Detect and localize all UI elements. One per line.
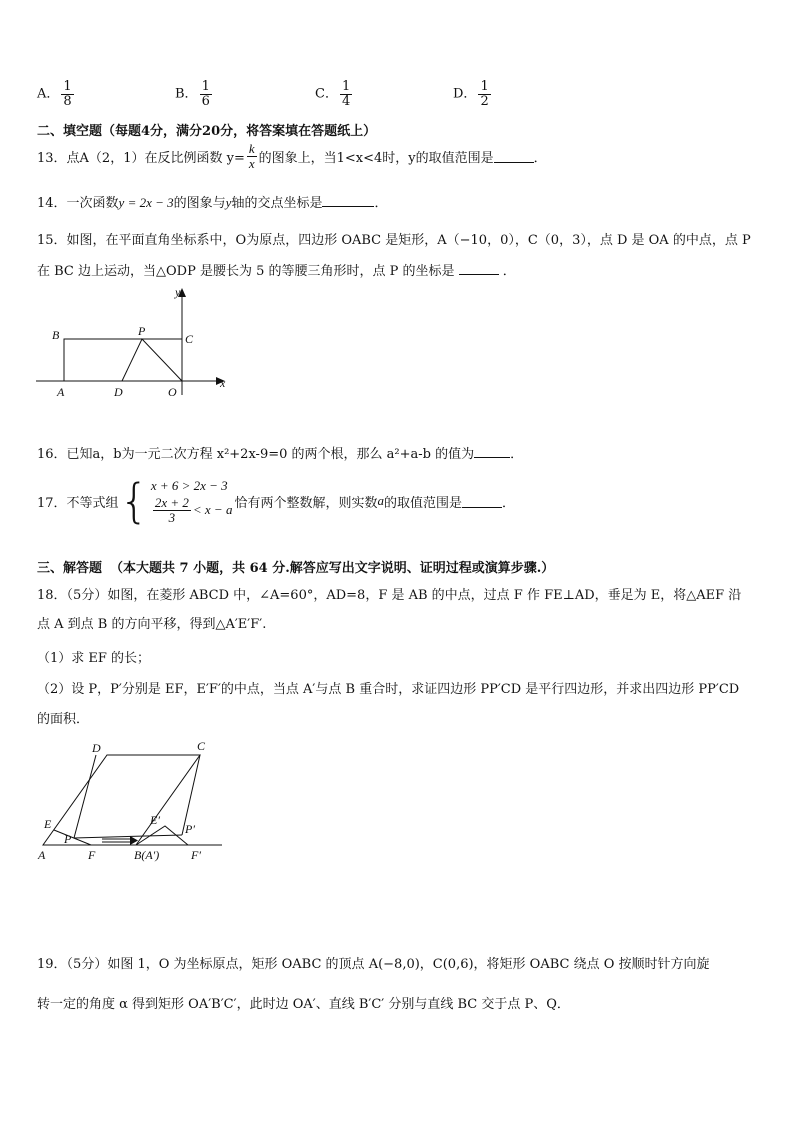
- q16-text: 16．已知a，b为一元二次方程 x²+2x-9=0 的两个根，那么 a²+a-b 的值为: [37, 447, 475, 462]
- answer-blank: [459, 262, 499, 275]
- q15-text: 在 BC 边上运动，当△ODP 是腰长为 5 的等腰三角形时，点 P 的坐标是: [37, 264, 455, 279]
- label-c: C: [197, 739, 206, 753]
- question-15-line1: 15．如图，在平面直角坐标系中，O为原点，四边形 OABC 是矩形，A（−10，0），C（0，3），点 D 是 OA 的中点，点 P: [37, 233, 751, 248]
- choice-letter: D．: [453, 86, 477, 102]
- label-f: F: [88, 848, 96, 862]
- q17-text: 的取值范围是: [383, 495, 462, 511]
- inequality-2-rhs: < x − a: [192, 502, 233, 518]
- label-a: A: [38, 848, 46, 862]
- q13-text: 的图象上，当1<x<4时，y的取值范围是: [258, 150, 494, 166]
- q14-var: y: [225, 195, 232, 210]
- inequality-system: [151, 478, 233, 524]
- answer-blank: [474, 445, 510, 458]
- label-e-prime: E′: [150, 813, 160, 827]
- label-a: A: [57, 385, 65, 399]
- label-b: B: [52, 328, 60, 342]
- label-p: P: [64, 832, 72, 846]
- question-18-sub2b: 的面积．: [37, 712, 90, 727]
- inequality-1: x + 6 > 2x − 3: [150, 478, 228, 493]
- label-f-prime: F′: [191, 848, 201, 862]
- label-d: D: [92, 741, 101, 755]
- fraction: $\frac{k}{x}$: [248, 141, 255, 171]
- q14-expr: y = 2x − 3: [118, 195, 174, 210]
- figure-q18: [30, 735, 230, 870]
- question-14: [37, 192, 387, 211]
- answer-blank: [462, 495, 502, 508]
- q17-end: ．: [501, 495, 515, 511]
- question-19-line2: 转一定的角度 α 得到矩形 OA′B′C′，此时边 OA′、直线 B′C′ 分别与直线 BC 交于点 P、Q．: [37, 997, 570, 1012]
- question-19-line1: 19．（5分）如图 1，O 为坐标原点，矩形 OABC 的顶点 A(−8,0)，C(0,6)，将矩形 OABC 绕点 O 按顺时针方向旋: [37, 957, 710, 972]
- q17-text: 17．不等式组: [37, 495, 119, 511]
- choice-c: [315, 80, 354, 108]
- fraction: $\frac{1}{4}$: [341, 79, 351, 109]
- question-18-line1: 18．（5分）如图，在菱形 ABCD 中，∠A=60°，AD=8，F 是 AB 的中点，过点 F 作 FE⊥AD，垂足为 E，将△AEF 沿: [37, 588, 742, 603]
- answer-blank: [322, 194, 374, 207]
- label-y: y: [175, 285, 181, 299]
- question-18-sub2a: （2）设 P，P′分别是 EF，E′F′的中点，当点 A′与点 B 重合时，求证四边形 PP′CD 是平行四边形，并求出四边形 PP′CD: [37, 682, 740, 697]
- section-heading: 二、填空题（每题4分，满分20分，将答案填在答题纸上）: [37, 124, 377, 139]
- choice-letter: B．: [175, 86, 198, 102]
- section-heading-3: [37, 557, 554, 576]
- choice-d: [453, 80, 493, 108]
- question-13: [37, 142, 547, 170]
- triangle-odp: [122, 339, 182, 381]
- section-note: （本大题共 7 小题，共 64 分.解答应写出文字说明、证明过程或演算步骤.）: [110, 561, 555, 576]
- fraction: $\frac{1}{8}$: [63, 79, 72, 109]
- q13-text: 13．点A（2，1）在反比例函数 y=: [37, 150, 245, 166]
- question-18-sub1: （1）求 EF 的长；: [37, 651, 151, 666]
- q14-end: ．: [374, 196, 388, 211]
- choice-letter: A．: [37, 86, 60, 102]
- label-b-a-prime: B(A′): [134, 848, 160, 862]
- q14-text: 的图象与: [173, 196, 226, 211]
- q17-text: 恰有两个整数解，则实数: [234, 495, 378, 511]
- q13-end: ．: [533, 150, 547, 166]
- fraction: $\frac{1}{6}$: [201, 79, 210, 109]
- rectangle-oabc: [64, 339, 182, 381]
- question-18-line2: 点 A 到点 B 的方向平移，得到△A′E′F′.: [37, 617, 267, 632]
- brace: {: [119, 474, 149, 529]
- label-o: O: [168, 385, 177, 399]
- answer-blank: [494, 150, 534, 163]
- label-c: C: [185, 332, 194, 346]
- question-17: [37, 474, 515, 529]
- q14-text: 轴的交点坐标是: [231, 196, 323, 211]
- segment-pp2: [74, 835, 182, 838]
- choice-a: [37, 80, 76, 108]
- label-p: P: [138, 324, 146, 338]
- choice-letter: C．: [315, 86, 338, 102]
- q17-var: a: [377, 493, 384, 509]
- q15-end: ．: [502, 264, 516, 279]
- section-title: 三、解答题: [37, 561, 103, 576]
- label-p-prime: P′: [185, 822, 195, 836]
- inequality-2: [151, 496, 233, 524]
- choice-b: [175, 80, 214, 108]
- q14-text: 14．一次函数: [37, 196, 119, 211]
- label-x: x: [220, 376, 226, 390]
- question-16: [37, 443, 523, 462]
- question-15-line2: [37, 260, 516, 279]
- figure-q15: [30, 283, 240, 403]
- q16-end: ．: [510, 447, 524, 462]
- label-d: D: [114, 385, 123, 399]
- label-e: E: [44, 817, 52, 831]
- fraction: $\frac{1}{2}$: [480, 79, 489, 109]
- fraction: $\frac{2x + 2}{3}$: [154, 495, 189, 525]
